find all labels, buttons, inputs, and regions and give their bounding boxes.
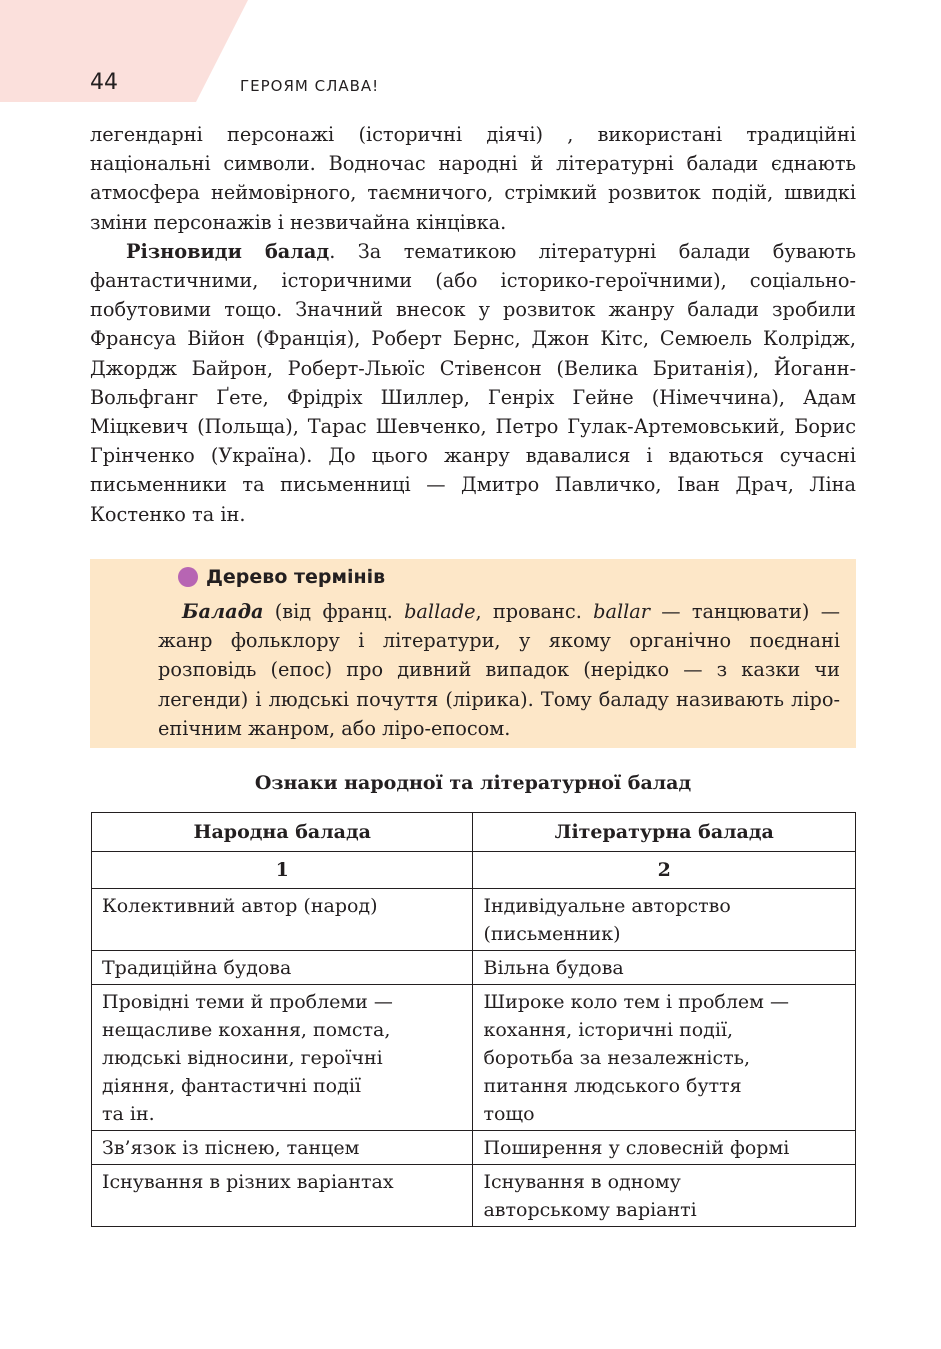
paragraph-2-bold-lead: Різновиди балад <box>126 239 330 263</box>
page-corner-decoration <box>0 0 248 102</box>
term-box-heading <box>178 566 385 588</box>
paragraph-2-text: . За тематикою літературні балади бувають фантастичними, історичними (або історико-героїчними), соціально-побутовими тощо. Значний внесок у розвиток жанру балади зробили Франсуа Війон (Франція), Роберт Бернс, Джон Кітс, Семюель Колрідж, Джордж Байрон, Роберт-Льюїс Стівенсон (Велика Британія), Йоганн-Вольфганг Ґете, Фрідріх Шиллер, Генріх Гейне (Німеччина), Адам Міцкевич (Польща), Тарас Шевченко, Петро Гулак-Артемовський, Борис Грінченко (Україна). До цього жанру вдавалися і вдаються сучасні письменники та письменниці — Дмитро Павличко, Іван Драч, Ліна Костенко та ін. <box>90 239 856 526</box>
term-provencal-word: ballar <box>593 600 650 623</box>
table-row <box>92 1131 856 1165</box>
table-row <box>92 1165 856 1227</box>
table-cell: Існування в одному авторському варіанті <box>473 1165 856 1227</box>
table-cell: Широке коло тем і проблем — кохання, історичні події, боротьба за незалежність, питання людського буття тощо <box>473 985 856 1131</box>
table-row <box>92 985 856 1131</box>
term-french-word: ballade <box>404 600 476 623</box>
term-word: Балада <box>182 600 264 623</box>
column-number: 2 <box>473 852 856 889</box>
table-header-row <box>92 813 856 852</box>
term-box-title: Дерево термінів <box>206 566 386 588</box>
column-number: 1 <box>92 852 473 889</box>
table-row <box>92 889 856 951</box>
table-cell: Зв’язок із піснею, танцем <box>92 1131 473 1165</box>
paragraph-1: легендарні персонажі (історичні діячі) , використані традиційні національні символи. Водночас народні й літературні балади єднають атмосфера неймовірного, таємничого, стрімкий розвиток подій, швидкі зміни персонажів і незвичайна кінцівка. <box>90 123 856 234</box>
paragraph-2 <box>90 237 856 529</box>
bullet-dot-icon <box>178 567 198 587</box>
term-text-2: , прованс. <box>475 600 594 623</box>
table-header-literary: Літературна балада <box>473 813 856 852</box>
table-number-row <box>92 852 856 889</box>
table-cell: Вільна будова <box>473 951 856 985</box>
term-definition <box>158 597 840 743</box>
comparison-table <box>91 812 856 1227</box>
table-cell: Традиційна будова <box>92 951 473 985</box>
table-header-folk: Народна балада <box>92 813 473 852</box>
table-cell: Індивідуальне авторство (письменник) <box>473 889 856 951</box>
running-title: ГЕРОЯМ СЛАВА! <box>240 77 380 95</box>
table-cell: Поширення у словесній формі <box>473 1131 856 1165</box>
page-number: 44 <box>90 70 118 95</box>
body-text <box>90 120 856 529</box>
table-cell: Існування в різних варіантах <box>92 1165 473 1227</box>
table-cell: Колективний автор (народ) <box>92 889 473 951</box>
table-title: Ознаки народної та літературної балад <box>254 772 692 794</box>
term-box <box>90 559 856 748</box>
term-text-3: — танцювати) — жанр фольклору і літератури, у якому органічно поєднані розповідь (епос) про дивний випадок (нерідко — з казки чи легенди) і людські почуття (лірика). Тому баладу називають ліро-епічним жанром, або ліро-епосом. <box>158 600 840 740</box>
table-row <box>92 951 856 985</box>
table-cell: Провідні теми й проблеми — нещасливе кохання, помста, людські відносини, героїчні діяння, фантастичні події та ін. <box>92 985 473 1131</box>
term-text-1: (від франц. <box>263 600 405 623</box>
